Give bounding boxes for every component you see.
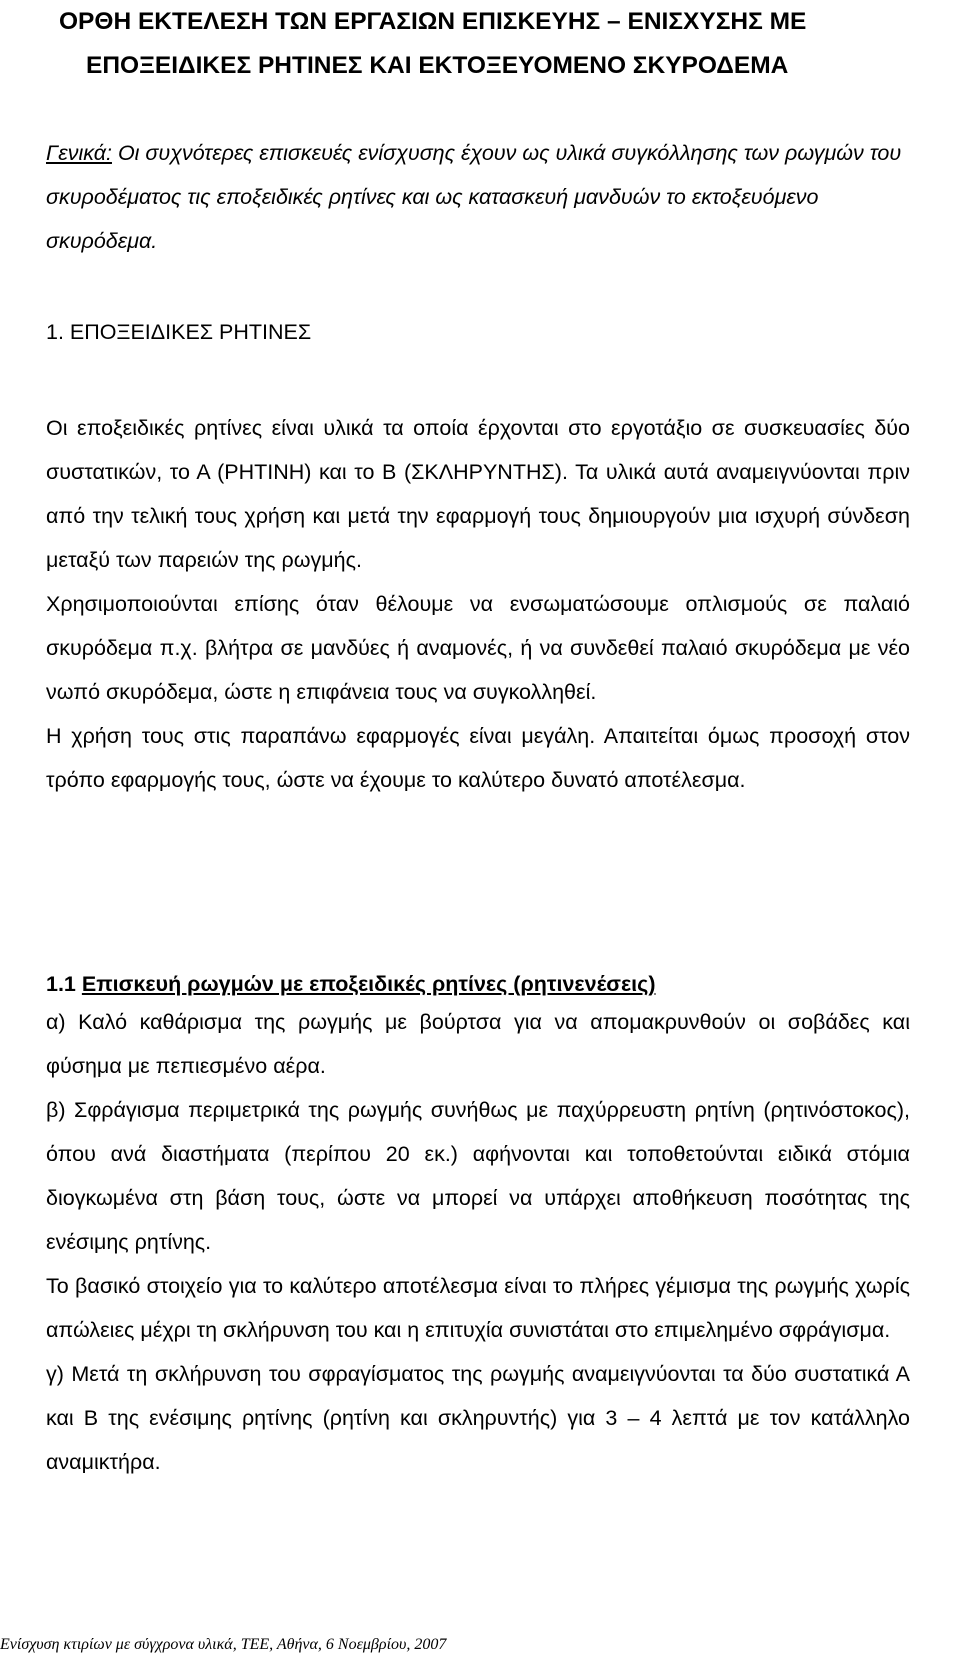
paragraph: γ) Μετά τη σκλήρυνση του σφραγίσματος της ρωγμής αναμειγνύονται τα δύο συστατικά Α και Β της ενέσιμης ρητίνης (ρητίνη και σκληρυντής) για 3 – 4 λεπτά με τον κατάλληλο αναμικτήρα. bbox=[46, 1362, 910, 1474]
subsection-title: Επισκευή ρωγμών με εποξειδικές ρητίνες (ρητινενέσεις) bbox=[81, 972, 656, 996]
title-line-1: ΟΡΘΗ ΕΚΤΕΛΕΣΗ ΤΩΝ ΕΡΓΑΣΙΩΝ ΕΠΙΣΚΕΥΗΣ – ΕΝΙΣΧΥΣΗΣ ΜΕ bbox=[59, 8, 807, 35]
page-footer: Ενίσχυση κτιρίων με σύγχρονα υλικά, ΤΕΕ, Αθήνα, 6 Νοεμβρίου, 2007 bbox=[0, 1636, 447, 1653]
section-heading: 1. ΕΠΟΞΕΙΔΙΚΕΣ ΡΗΤΙΝΕΣ bbox=[46, 320, 312, 344]
subsection-heading bbox=[46, 969, 656, 999]
paragraph: Χρησιμοποιούνται επίσης όταν θέλουμε να ενσωματώσουμε οπλισμούς σε παλαιό σκυρόδεμα π.χ. βλήτρα σε μανδύες ή αναμονές, ή να συνδεθεί παλαιό σκυρόδεμα με νέο νωπό σκυρόδεμα, ώστε η επιφάνεια τους να συγκολληθεί. bbox=[46, 592, 910, 704]
document-title bbox=[59, 0, 919, 88]
intro-paragraph bbox=[46, 131, 926, 263]
subsection-number: 1.1 bbox=[46, 972, 82, 996]
paragraph: β) Σφράγισμα περιμετρικά της ρωγμής συνήθως με παχύρρευστη ρητίνη (ρητινόστοκος), όπου ανά διαστήματα (περίπου 20 εκ.) αφήνονται και τοποθετούνται ειδικά στόμια διογκωμένα στη βάση τους, ώστε να μπορεί να υπάρχει αποθήκευση ποσότητας της ενέσιμης ρητίνης. bbox=[46, 1098, 910, 1254]
title-line-2: ΕΠΟΞΕΙΔΙΚΕΣ ΡΗΤΙΝΕΣ ΚΑΙ ΕΚΤΟΞΕΥΟΜΕΝΟ ΣΚΥΡΟΔΕΜΑ bbox=[86, 52, 789, 79]
intro-label: Γενικά: bbox=[46, 141, 112, 165]
paragraph: Το βασικό στοιχείο για το καλύτερο αποτέλεσμα είναι το πλήρες γέμισμα της ρωγμής χωρίς απώλειες μέχρι τη σκλήρυνση του και η επιτυχία συνιστάται στο επιμελημένο σφράγισμα. bbox=[46, 1274, 910, 1342]
section-1-body bbox=[46, 406, 910, 802]
intro-text: Οι συχνότερες επισκευές ενίσχυσης έχουν ως υλικά συγκόλλησης των ρωγμών του σκυροδέματος τις εποξειδικές ρητίνες και ως κατασκευή μανδυών το εκτοξευόμενο σκυρόδεμα. bbox=[46, 141, 902, 253]
paragraph: α) Καλό καθάρισμα της ρωγμής με βούρτσα για να απομακρυνθούν οι σοβάδες και φύσημα με πεπιεσμένο αέρα. bbox=[46, 1010, 910, 1078]
paragraph: Οι εποξειδικές ρητίνες είναι υλικά τα οποία έρχονται στο εργοτάξιο σε συσκευασίες δύο συστατικών, το Α (ΡΗΤΙΝΗ) και το Β (ΣΚΛΗΡΥΝΤΗΣ). Τα υλικά αυτά αναμειγνύονται πριν από την τελική τους χρήση και μετά την εφαρμογή τους δημιουργούν μια ισχυρή σύνδεση μεταξύ των παρειών της ρωγμής. bbox=[46, 416, 910, 572]
section-1-1-body bbox=[46, 1000, 910, 1484]
paragraph: Η χρήση τους στις παραπάνω εφαρμογές είναι μεγάλη. Απαιτείται όμως προσοχή στον τρόπο εφαρμογής τους, ώστε να έχουμε το καλύτερο δυνατό αποτέλεσμα. bbox=[46, 724, 910, 792]
